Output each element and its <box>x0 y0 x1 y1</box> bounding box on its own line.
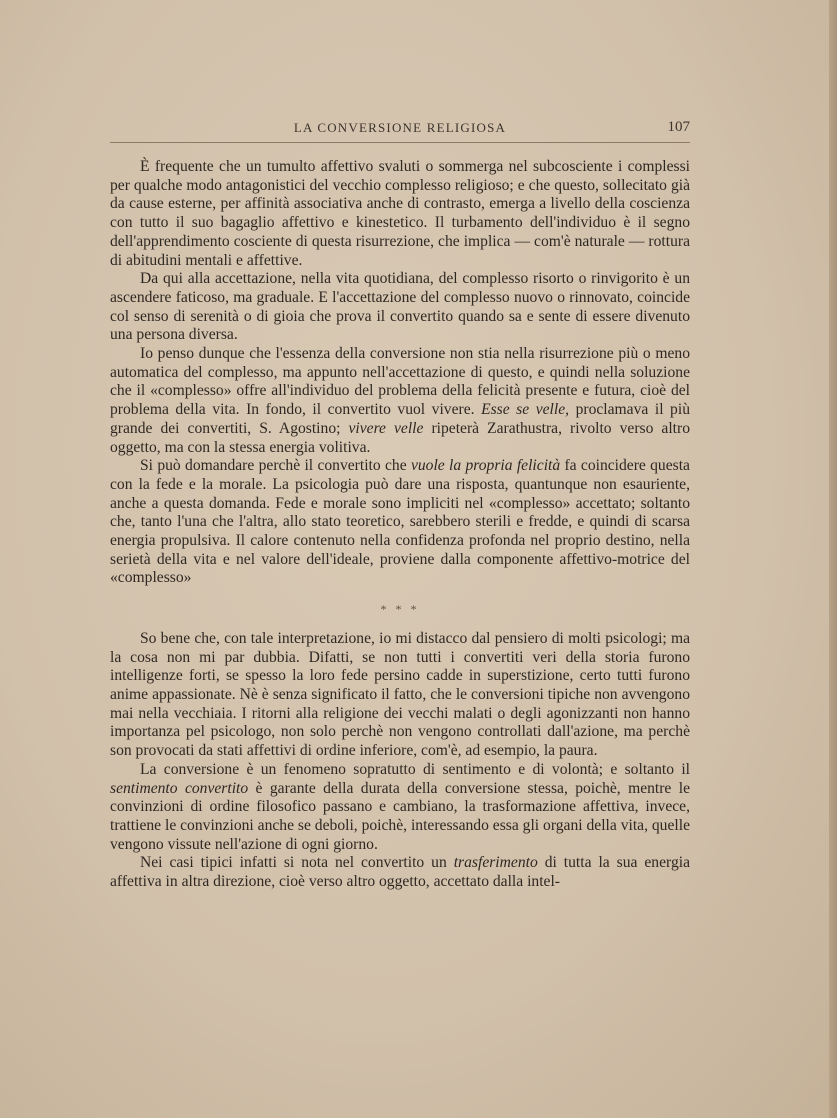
paragraph: Nei casi tipici infatti si nota nel convertito un trasferimento di tutta la sua energia affettiva in altra direzione, cioè verso altro oggetto, accettato dalla intel- <box>110 854 690 891</box>
running-head: LA CONVERSIONE RELIGIOSA <box>293 120 507 135</box>
latin-quote: vivere velle <box>348 419 424 437</box>
paragraph: Si può domandare perchè il convertito che vuole la propria felicità fa coincidere questa con la fede e la morale. La psicologia può dare una risposta, quantunque non esauriente, anche a questa domanda. Fede e morale sono impliciti nel «complesso» accettato; soltanto che, tanto l'una che l'altra, allo stato teoretico, sarebbero sterili e fredde, e quindi di scarsa energia propulsiva. Il calore contenuto nella confidenza profonda nel proprio destino, nella serietà della vita e nel valore dell'ideale, proviene dalla componente affettivo-motrice del «complesso» <box>110 457 690 587</box>
page-edge <box>829 0 837 1118</box>
paragraph: Io penso dunque che l'essenza della conversione non stia nella risurrezione più o meno automatica del complesso, ma appunto nell'accettazione di questo, e quindi nella soluzione che il «complesso» offre all'individuo del problema della felicità presente e futura, cioè del problema della vita. In fondo, il convertito vuol vivere. Esse se velle, proclamava il più grande dei convertiti, S. Agostino; vivere velle ripeterà Zarathustra, rivolto verso altro oggetto, ma con la stessa energia volitiva. <box>110 345 690 456</box>
paragraph: La conversione è un fenomeno sopratutto di sentimento e di volontà; e soltanto il sentimento convertito è garante della durata della conversione stessa, poichè, mentre le convinzioni di ordine filosofico passano e cambiano, la trasformazione affettiva, invece, trattiene le convinzioni anche se deboli, poichè, interessando essa gli organi della vita, quelle vengono vissute nell'azione di ogni giorno. <box>110 760 690 853</box>
italic-phrase: trasferimento <box>453 854 538 872</box>
section-break: * * * <box>380 602 420 617</box>
paragraph: So bene che, con tale interpretazione, io mi distacco dal pensiero di molti psicologi; ma la cosa non mi par dubbia. Difatti, se non tutti i convertiti veri della storia furono intelligenze forti, se spesso la loro fede persino cadde in superstizione, certo tutti furono anime appassionate. Nè è senza significato il fatto, che le conversioni tipiche non avvengono mai nella vecchiaia. I ritorni alla religione dei vecchi malati o degli agonizzanti non hanno importanza pel psicologo, non solo perchè non vengono controllati dall'azione, ma perchè son provocati da stati affettivi di ordine inferiore, com'è, ad esempio, la paura. <box>110 629 690 760</box>
italic-phrase: sentimento convertito <box>110 779 249 797</box>
paragraph: È frequente che un tumulto affettivo svaluti o sommerga nel subcosciente i complessi per qualche modo antagonistici del vecchio complesso religioso; e che questo, sollecitato già da cause esterne, per affinità associativa anche di contrasto, emerga a livello della coscienza con tutto il suo bagaglio affettivo e kinestetico. Il turbamento dell'individuo è il segno dell'apprendimento cosciente di questa risurrezione, che implica — com'è naturale — rottura di abitudini mentali e affettive. <box>110 158 690 269</box>
page-header <box>110 120 690 143</box>
paragraph: Da qui alla accettazione, nella vita quotidiana, del complesso risorto o rinvigorito è un ascendere faticoso, ma graduale. E l'accettazione del complesso nuovo o rinnovato, coincide col senso di serenità o di gioia che prova il convertito quando sa e sente di essere divenuto una persona diversa. <box>110 270 690 344</box>
body-text <box>110 158 690 892</box>
latin-quote: Esse se velle, <box>481 401 570 419</box>
page-number: 107 <box>667 119 690 135</box>
italic-phrase: vuole la propria felicità <box>410 457 561 475</box>
